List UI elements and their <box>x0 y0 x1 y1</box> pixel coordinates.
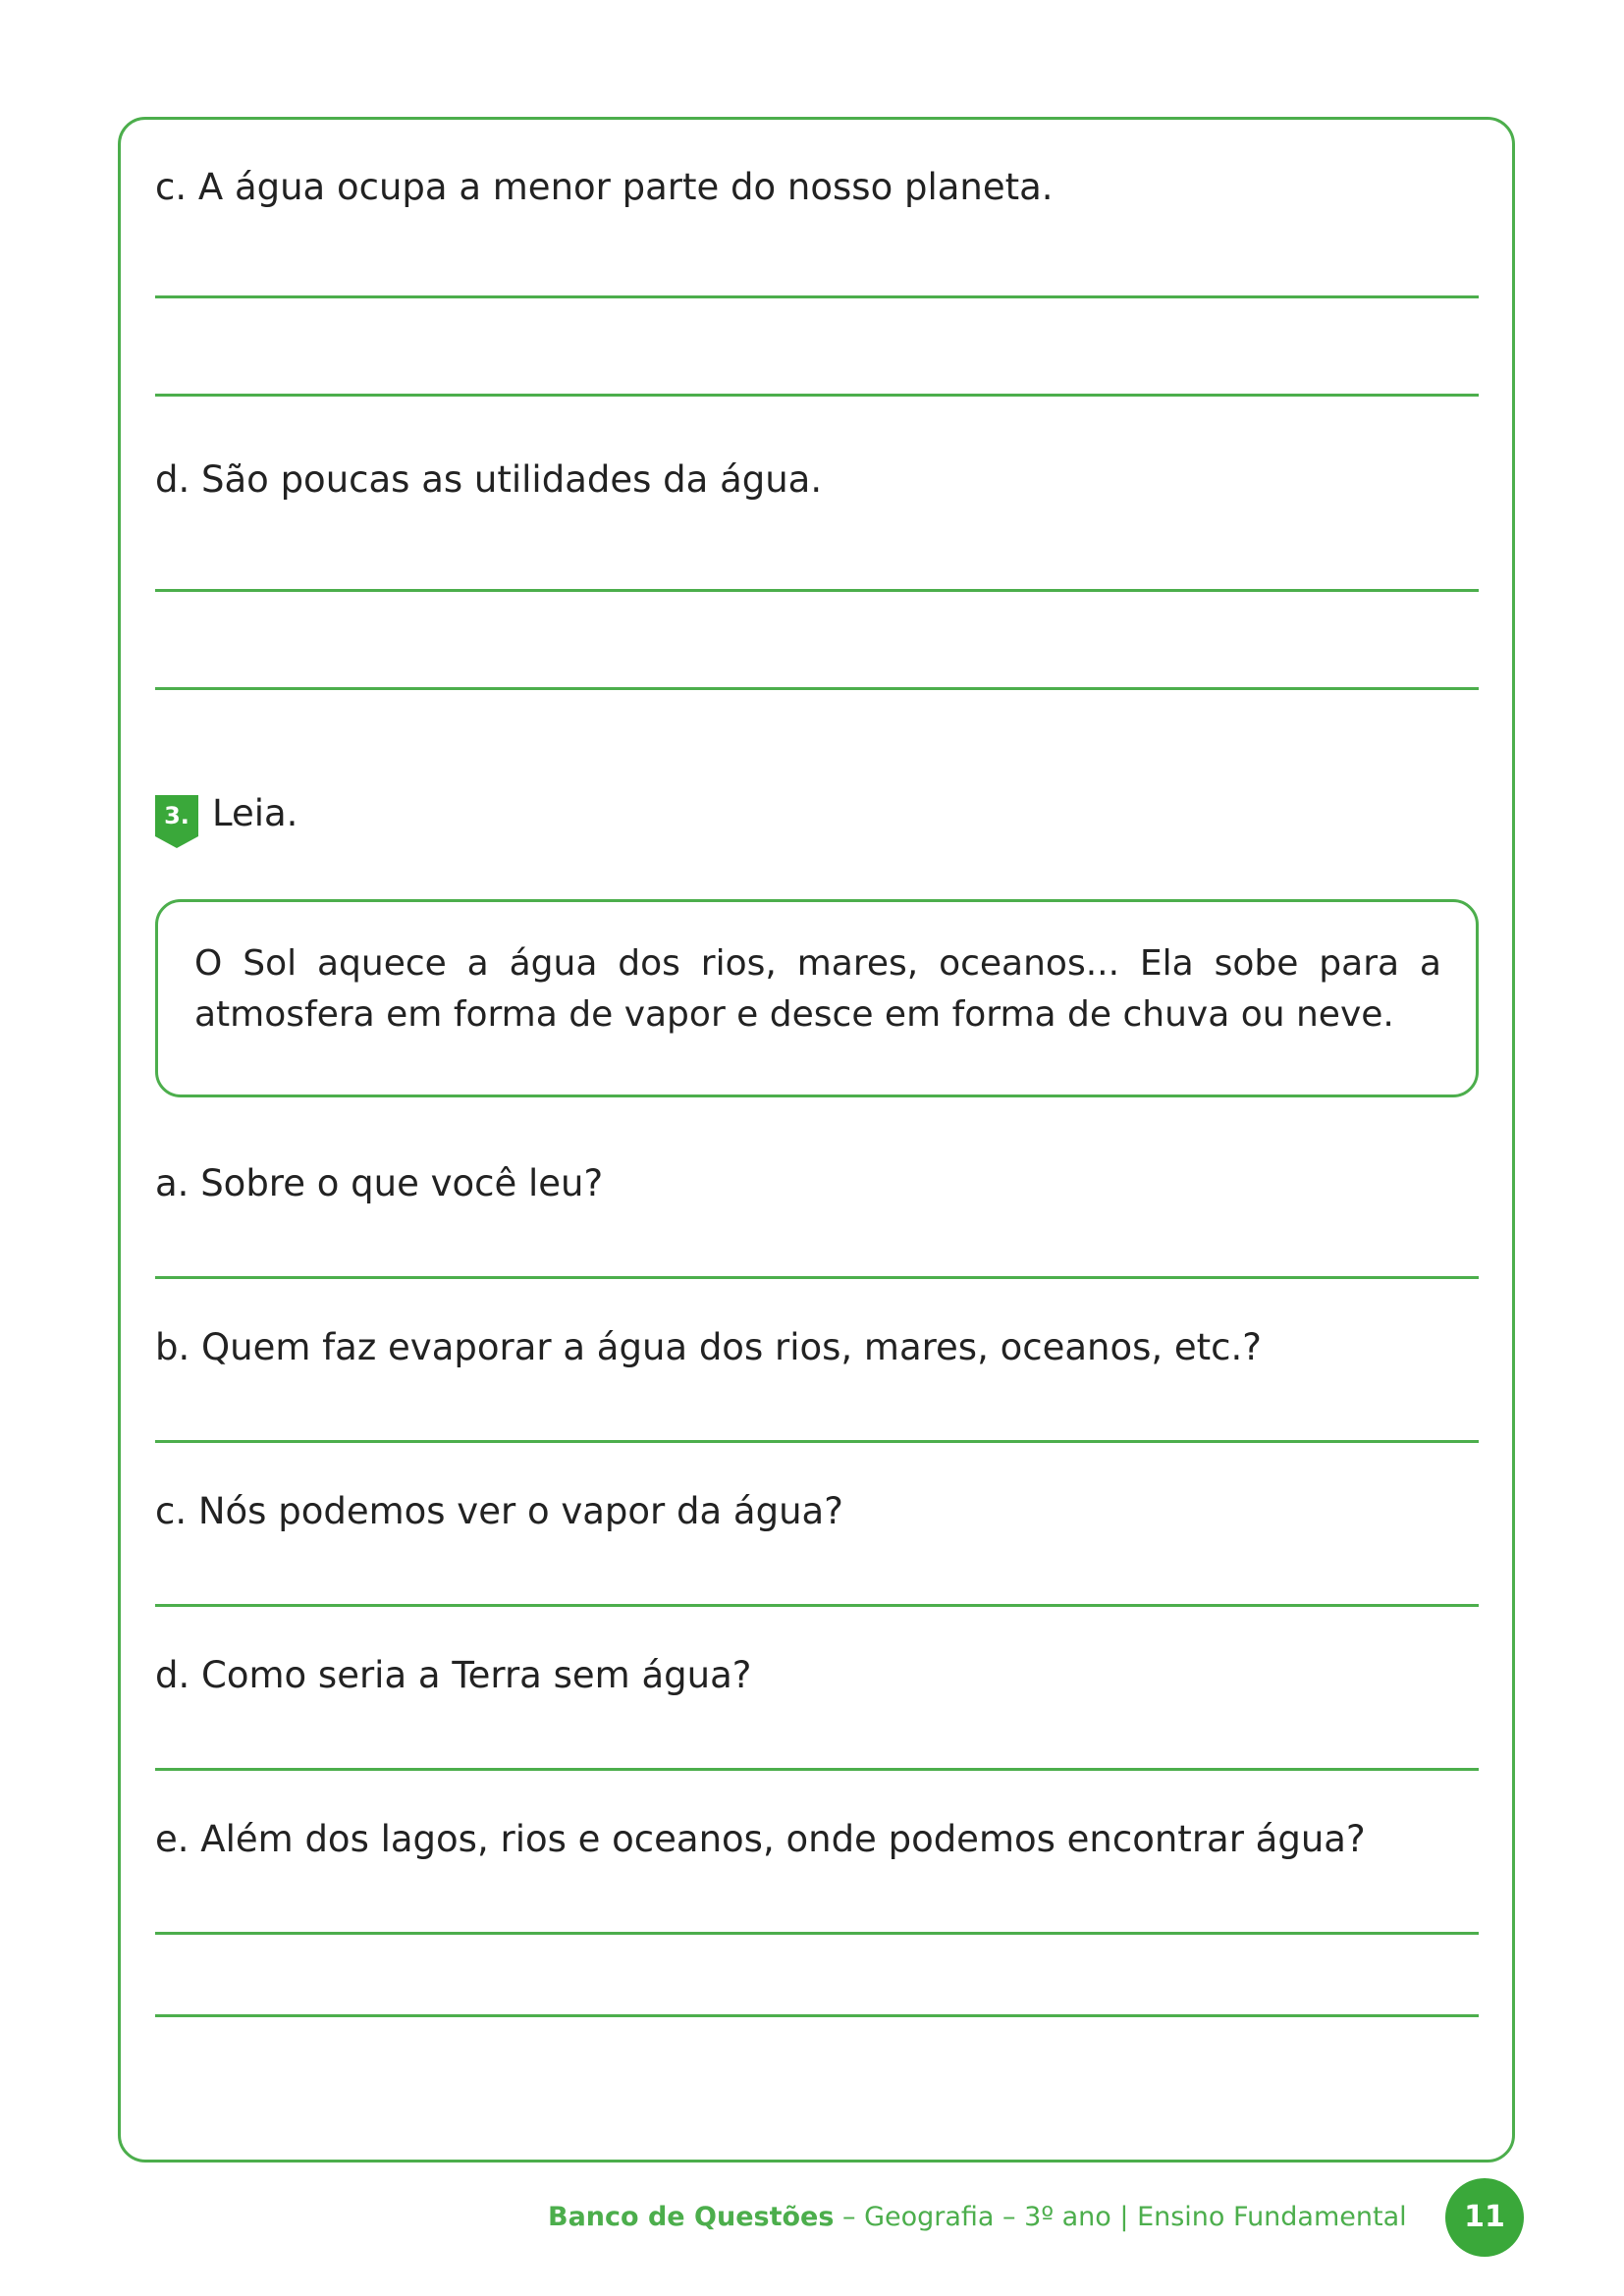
page-number: 11 <box>1445 2178 1524 2257</box>
footer-book-title: Banco de Questões <box>548 2202 835 2232</box>
answer-line[interactable] <box>155 1276 1479 1279</box>
footer-subject: – Geografia – 3º ano | Ensino Fundamental <box>834 2202 1407 2232</box>
reading-text: O Sol aquece a água dos rios, mares, oceanos... Ela sobe para a atmosfera em forma de vapor e desce em forma de chuva ou neve. <box>194 943 1441 1035</box>
question-3d-text: d. Como seria a Terra sem água? <box>155 1654 752 1696</box>
answer-line[interactable] <box>155 394 1479 397</box>
answer-line[interactable] <box>155 589 1479 592</box>
question-3c-text: c. Nós podemos ver o vapor da água? <box>155 1490 843 1532</box>
answer-line[interactable] <box>155 1604 1479 1607</box>
footer-text <box>548 2201 1407 2234</box>
question-3a-text: a. Sobre o que você leu? <box>155 1162 604 1204</box>
question-3b-text: b. Quem faz evaporar a água dos rios, mares, oceanos, etc.? <box>155 1326 1262 1368</box>
answer-line[interactable] <box>155 295 1479 298</box>
answer-line[interactable] <box>155 1768 1479 1771</box>
answer-line[interactable] <box>155 2014 1479 2017</box>
question-2c-text: c. A água ocupa a menor parte do nosso planeta. <box>155 166 1054 208</box>
question-3-instruction: Leia. <box>212 792 298 834</box>
question-2d-text: d. São poucas as utilidades da água. <box>155 458 823 501</box>
answer-line[interactable] <box>155 687 1479 690</box>
question-number-badge <box>155 795 202 848</box>
answer-line[interactable] <box>155 1440 1479 1443</box>
answer-line[interactable] <box>155 1932 1479 1935</box>
question-number: 3. <box>164 802 189 829</box>
question-3e-text: e. Além dos lagos, rios e oceanos, onde podemos encontrar água? <box>155 1818 1366 1860</box>
